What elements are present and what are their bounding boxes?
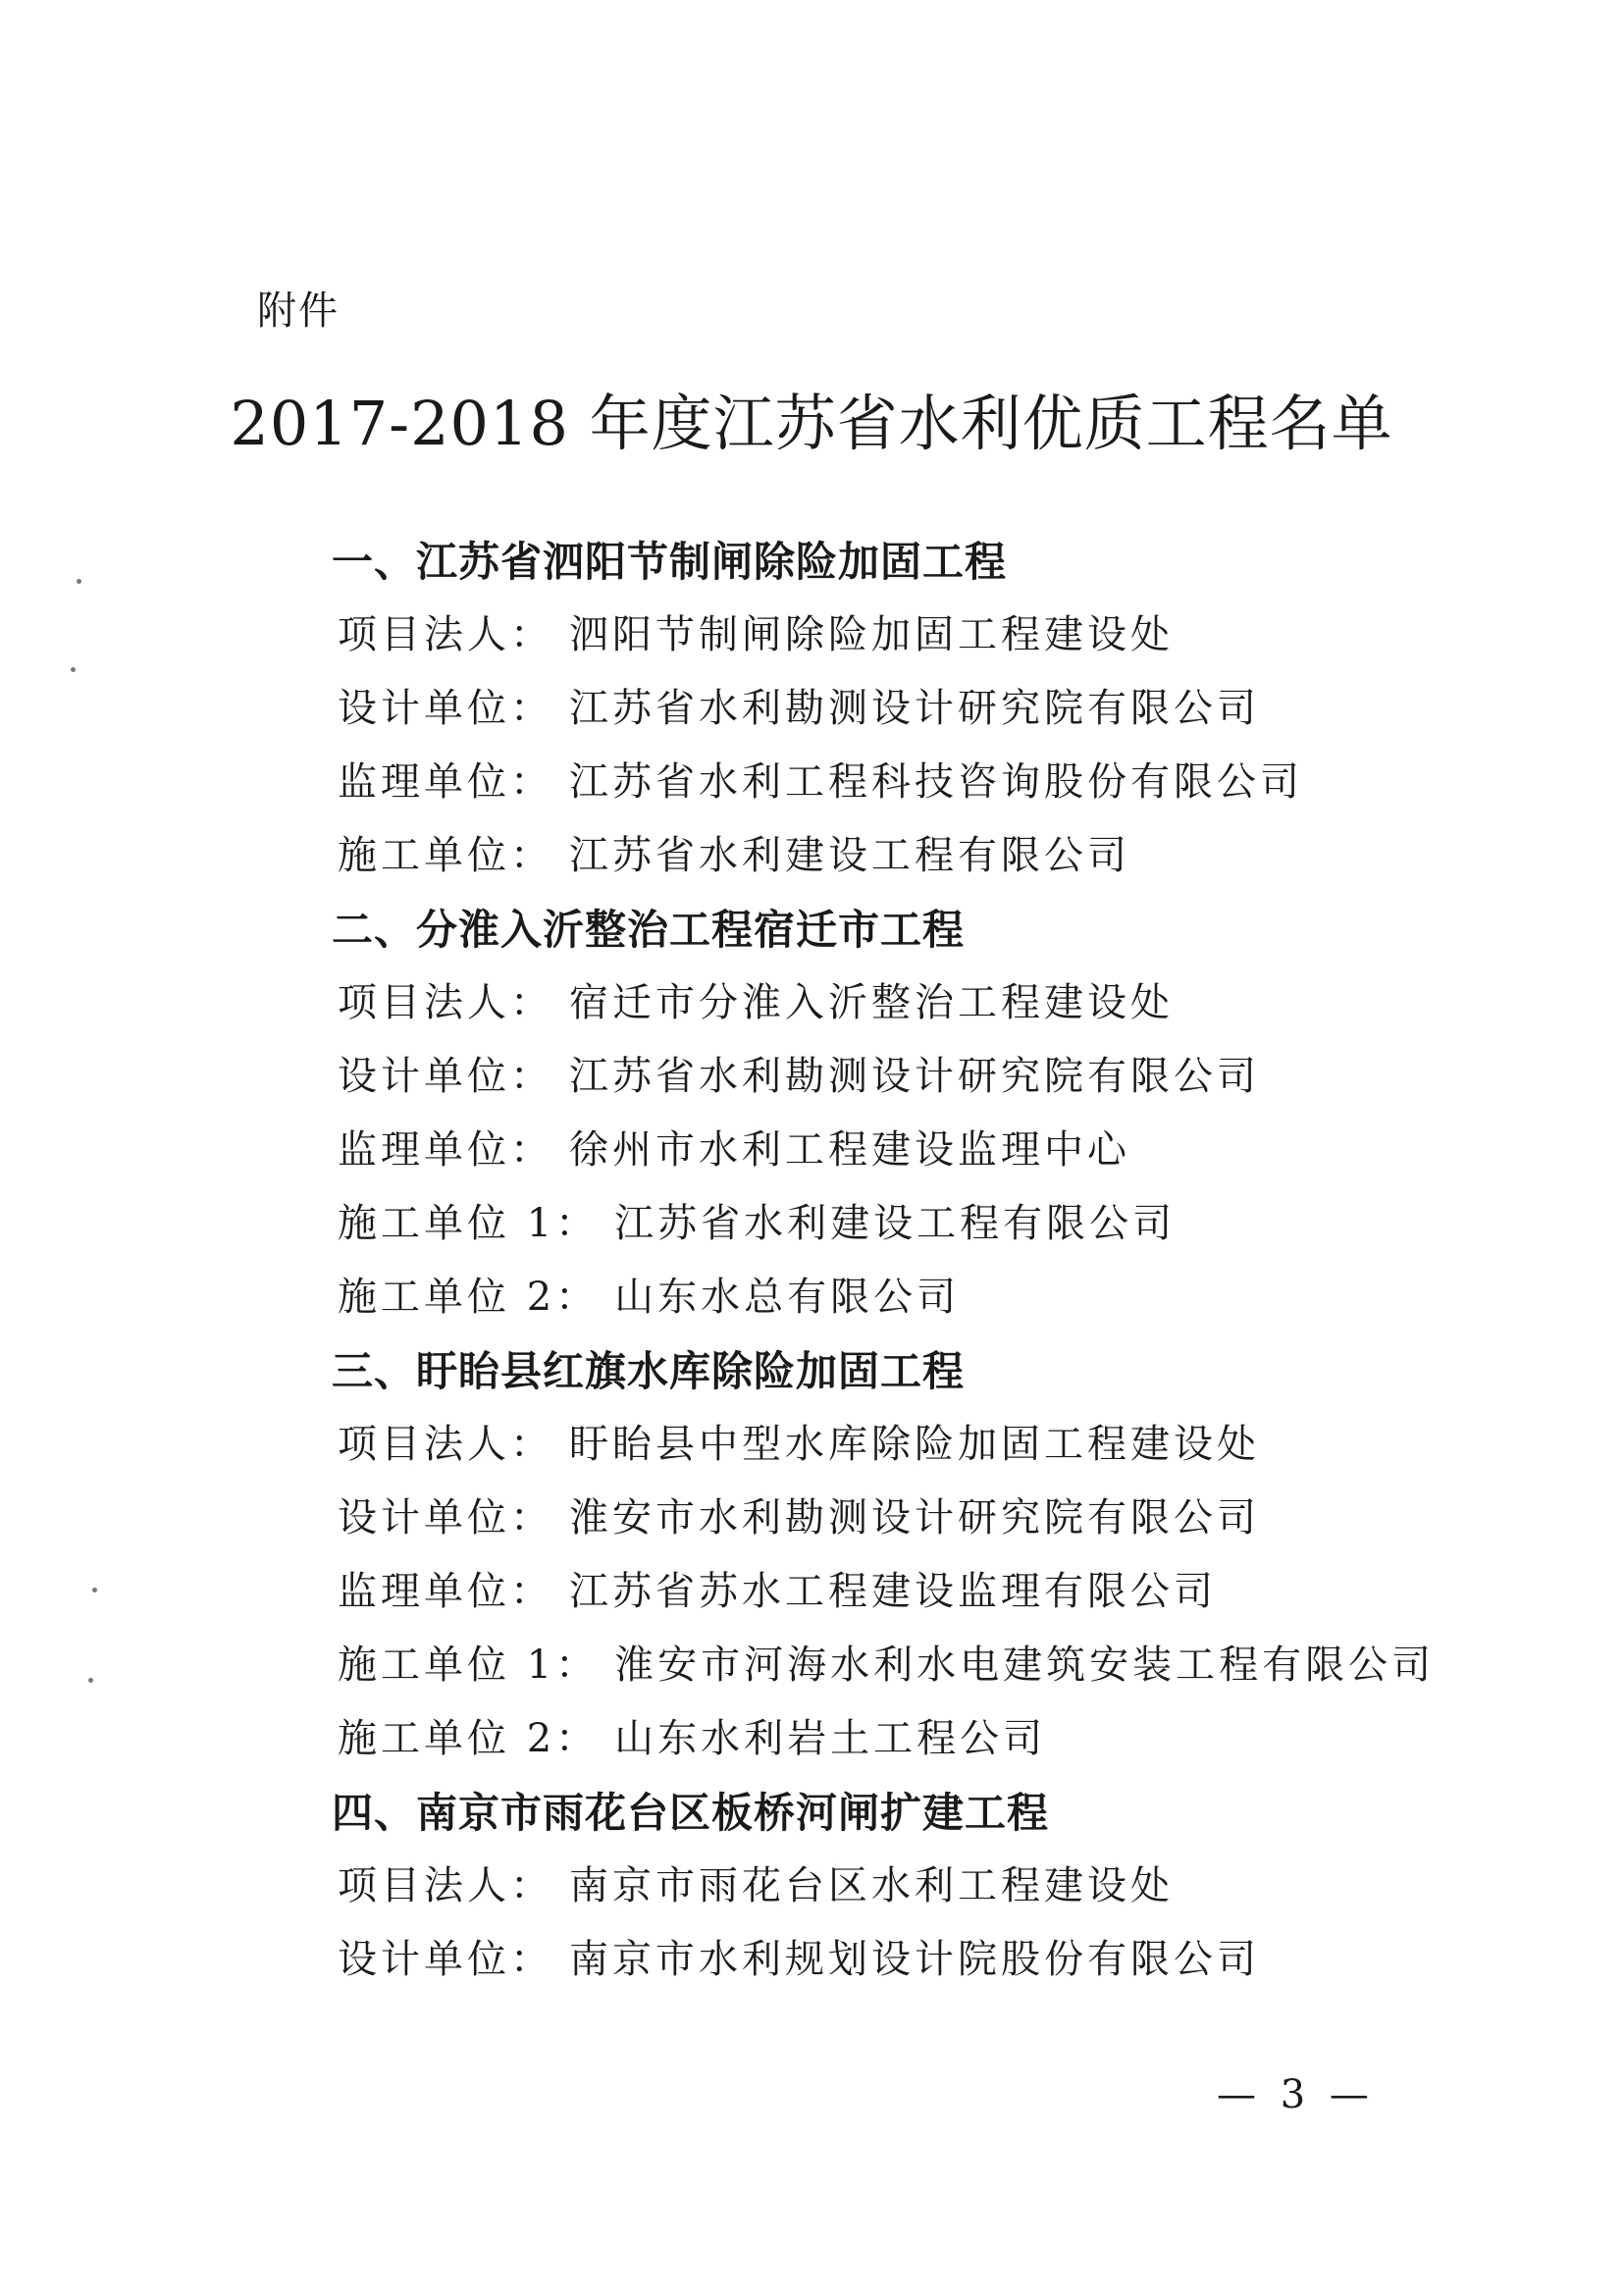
row-label: 监理单位 — [338, 759, 510, 805]
project-row-supervision-unit — [324, 1555, 1442, 1629]
project-row-supervision-unit — [324, 1114, 1442, 1187]
project-list — [324, 525, 1442, 1997]
row-label: 施工单位 2 — [338, 1716, 556, 1761]
project-section — [324, 893, 1442, 1334]
row-colon: ： — [510, 980, 553, 1025]
row-label: 施工单位 1 — [338, 1201, 556, 1246]
project-heading: 四、南京市雨花台区板桥河闸扩建工程 — [332, 1789, 1050, 1837]
project-row-legal-entity — [324, 599, 1442, 672]
row-colon: ： — [510, 1937, 553, 1982]
row-label: 项目法人 — [338, 1863, 510, 1908]
row-label: 项目法人 — [338, 612, 510, 657]
project-row-design-unit — [324, 1482, 1442, 1555]
row-value: 南京市雨花台区水利工程建设处 — [569, 1863, 1174, 1908]
row-value: 徐州市水利工程建设监理中心 — [569, 1127, 1130, 1173]
row-colon: ： — [510, 833, 553, 878]
row-colon: ： — [510, 1569, 553, 1614]
row-colon: ： — [510, 1127, 553, 1173]
project-row-construction-unit-1 — [324, 1187, 1442, 1261]
project-section — [324, 1776, 1442, 1997]
row-colon: ： — [555, 1716, 600, 1761]
row-label: 施工单位 2 — [338, 1275, 556, 1320]
scan-speck — [71, 667, 76, 672]
project-section — [324, 1334, 1442, 1776]
row-label: 设计单位 — [338, 1054, 510, 1099]
project-row-legal-entity — [324, 1850, 1442, 1923]
row-value: 淮安市河海水利水电建筑安装工程有限公司 — [614, 1643, 1436, 1688]
row-colon: ： — [555, 1201, 600, 1246]
document-title: 2017-2018 年度江苏省水利优质工程名单 — [230, 388, 1393, 459]
project-section — [324, 525, 1442, 893]
row-colon: ： — [555, 1643, 600, 1688]
row-colon: ： — [555, 1275, 600, 1320]
row-value: 南京市水利规划设计院股份有限公司 — [569, 1937, 1260, 1982]
project-row-design-unit — [324, 672, 1442, 746]
scan-speck — [88, 1678, 93, 1683]
row-colon: ： — [510, 1863, 553, 1908]
row-value: 泗阳节制闸除险加固工程建设处 — [569, 612, 1174, 657]
row-value: 江苏省水利建设工程有限公司 — [614, 1201, 1177, 1246]
row-colon: ： — [510, 1495, 553, 1540]
row-value: 江苏省水利建设工程有限公司 — [569, 833, 1130, 878]
row-value: 江苏省水利勘测设计研究院有限公司 — [569, 1054, 1260, 1099]
project-heading: 一、江苏省泗阳节制闸除险加固工程 — [332, 538, 1008, 586]
project-row-legal-entity — [324, 966, 1442, 1040]
row-colon: ： — [510, 686, 553, 731]
scan-speck — [92, 1588, 97, 1592]
row-label: 监理单位 — [338, 1569, 510, 1614]
row-label: 施工单位 1 — [338, 1643, 556, 1688]
row-label: 项目法人 — [338, 980, 510, 1025]
row-label: 施工单位 — [338, 833, 510, 878]
row-value: 山东水总有限公司 — [614, 1275, 961, 1320]
row-value: 江苏省水利工程科技咨询股份有限公司 — [569, 759, 1303, 805]
row-colon: ： — [510, 1422, 553, 1467]
attachment-label: 附件 — [257, 288, 340, 334]
row-colon: ： — [510, 759, 553, 805]
project-row-supervision-unit — [324, 746, 1442, 819]
project-row-design-unit — [324, 1040, 1442, 1114]
row-colon: ： — [510, 612, 553, 657]
project-heading: 三、盱眙县红旗水库除险加固工程 — [332, 1347, 966, 1395]
project-row-construction-unit-2 — [324, 1702, 1442, 1776]
row-value: 淮安市水利勘测设计研究院有限公司 — [569, 1495, 1260, 1540]
row-label: 项目法人 — [338, 1422, 510, 1467]
scan-speck — [77, 579, 81, 584]
row-value: 山东水利岩土工程公司 — [614, 1716, 1047, 1761]
project-row-construction-unit-2 — [324, 1261, 1442, 1334]
row-value: 宿迁市分淮入沂整治工程建设处 — [569, 980, 1174, 1025]
row-value: 江苏省水利勘测设计研究院有限公司 — [569, 686, 1260, 731]
project-row-legal-entity — [324, 1408, 1442, 1482]
row-value: 江苏省苏水工程建设监理有限公司 — [569, 1569, 1217, 1614]
row-label: 设计单位 — [338, 1937, 510, 1982]
row-colon: ： — [510, 1054, 553, 1099]
project-row-construction-unit-1 — [324, 1629, 1442, 1702]
row-value: 盱眙县中型水库除险加固工程建设处 — [569, 1422, 1260, 1467]
project-row-construction-unit — [324, 819, 1442, 893]
project-row-design-unit — [324, 1923, 1442, 1997]
row-label: 监理单位 — [338, 1127, 510, 1173]
row-label: 设计单位 — [338, 1495, 510, 1540]
row-label: 设计单位 — [338, 686, 510, 731]
project-heading: 二、分淮入沂整治工程宿迁市工程 — [332, 906, 966, 954]
page-number: — 3 — — [1217, 2072, 1375, 2117]
